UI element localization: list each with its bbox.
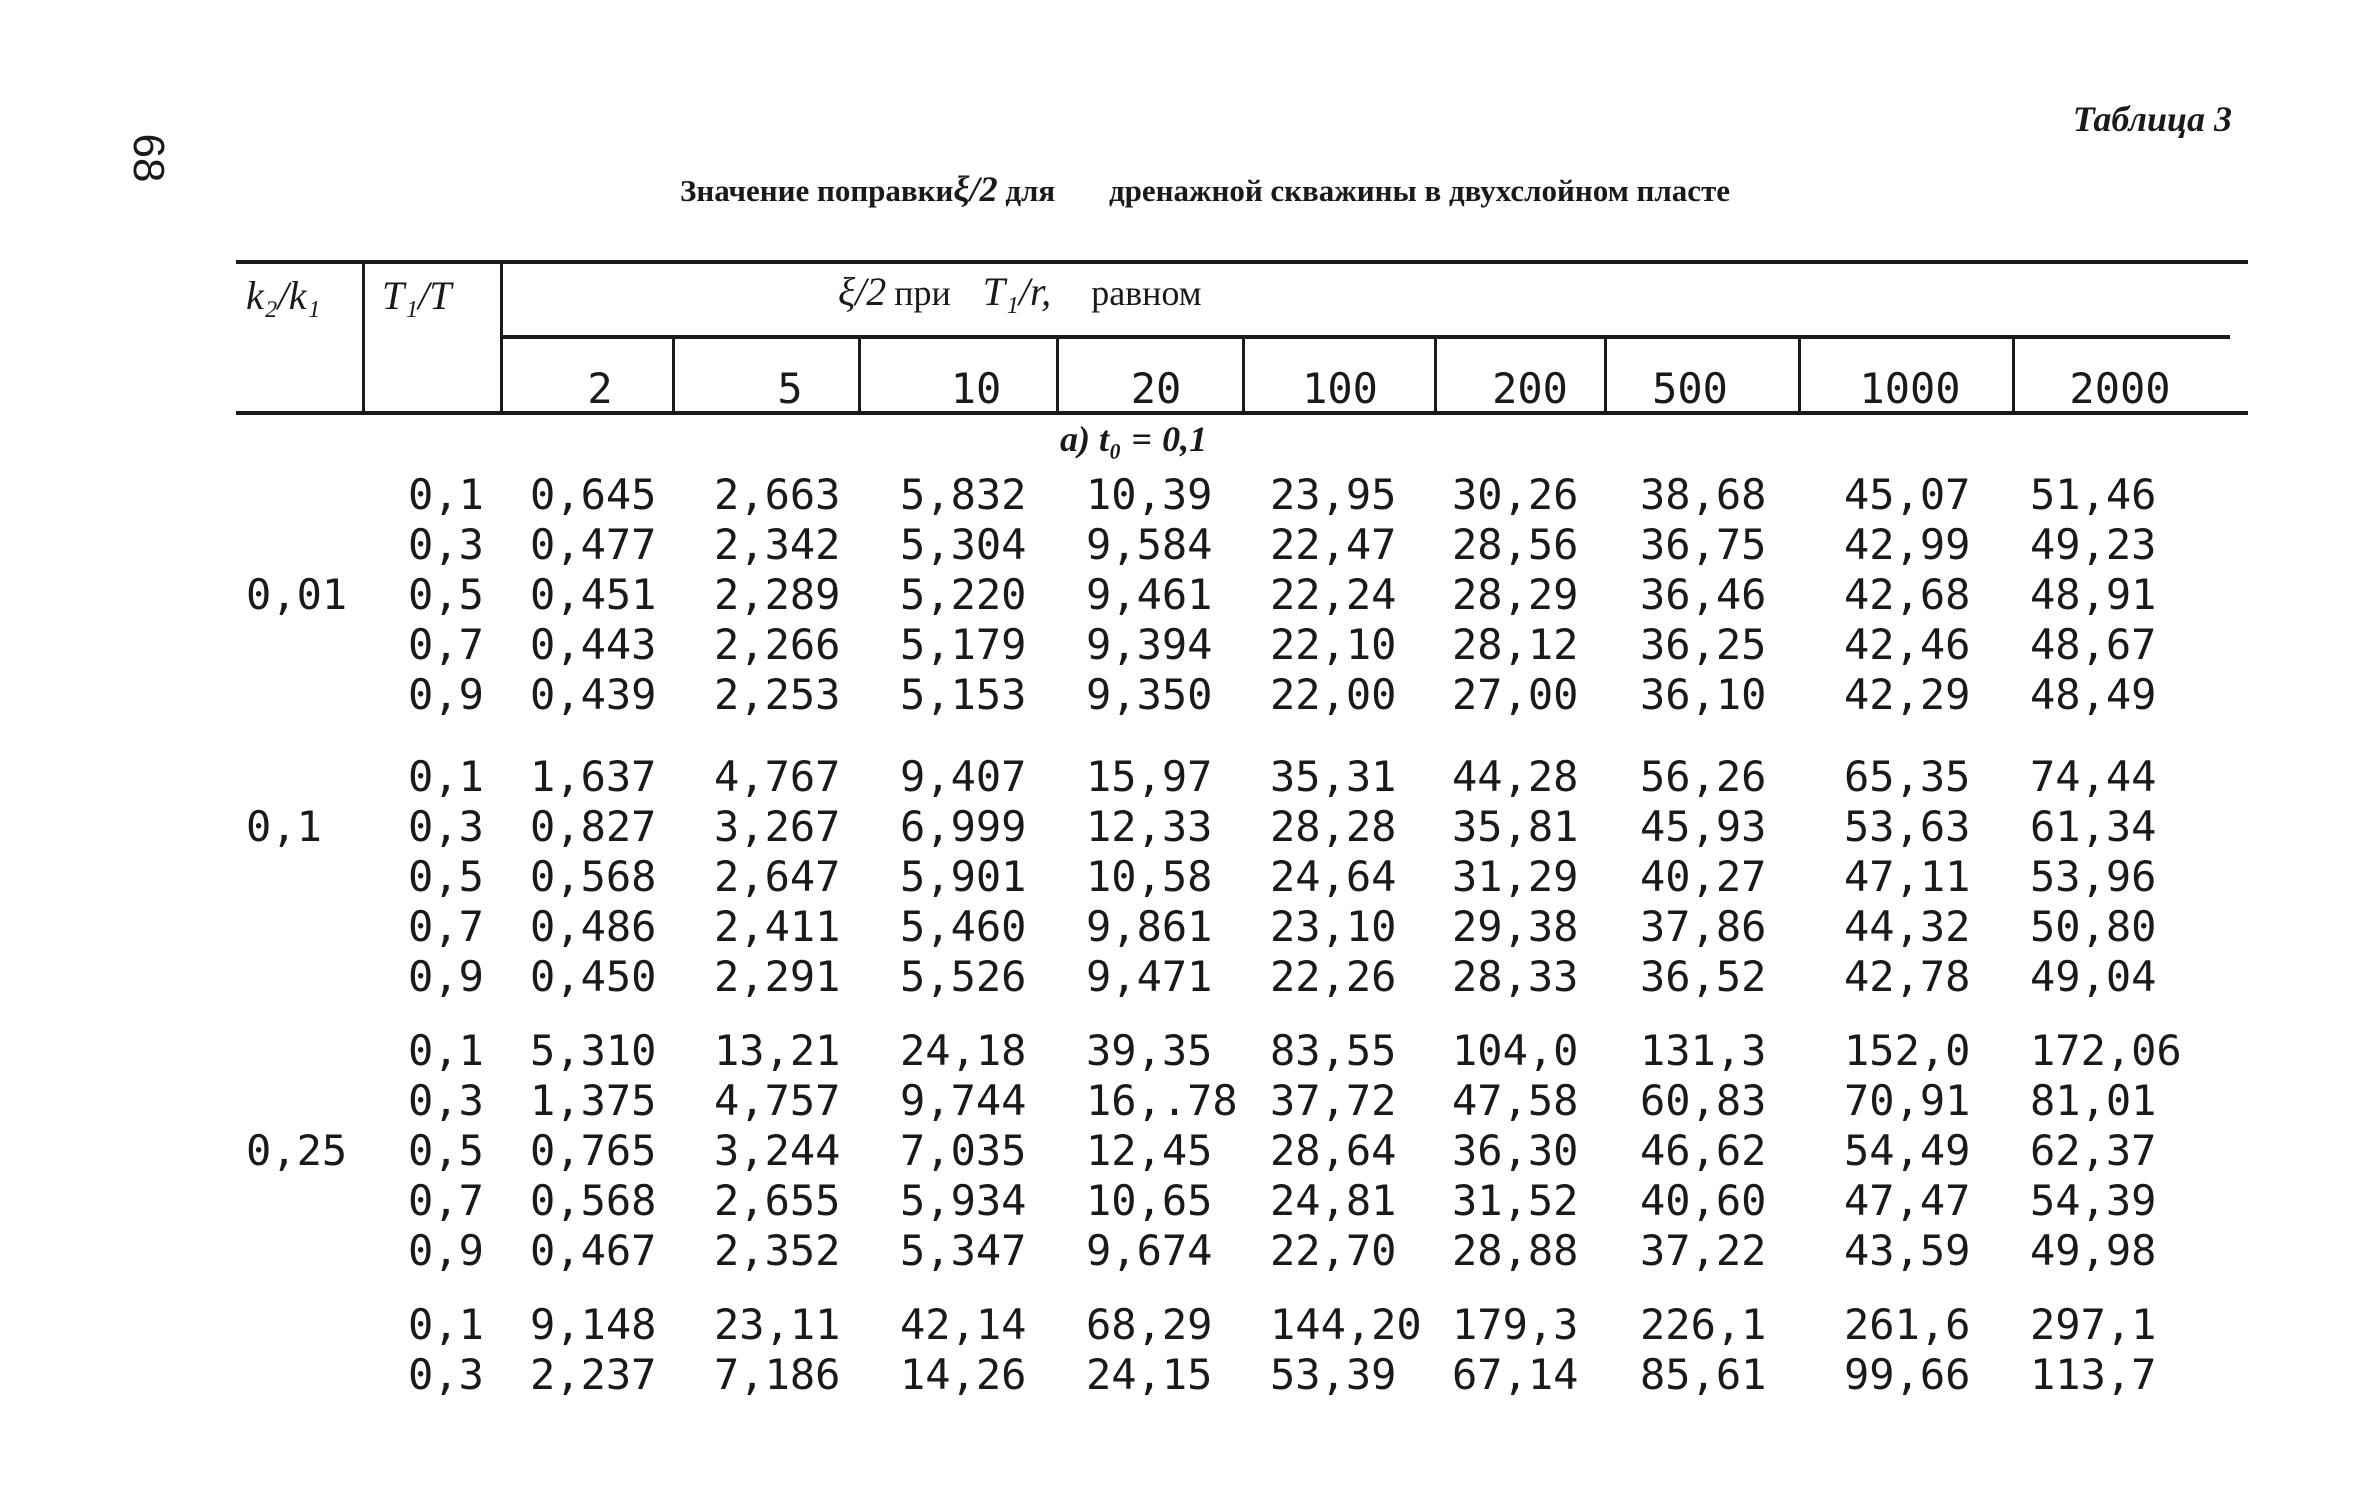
value-cell: 99,66 [1844, 1350, 1971, 1399]
value-cell: 31,52 [1452, 1176, 1579, 1225]
value-cell: 28,12 [1452, 620, 1579, 669]
column-header: 500 [1652, 364, 1728, 413]
value-cell: 2,289 [714, 570, 841, 619]
table-row [0, 520, 2362, 570]
value-cell: 9,148 [530, 1300, 657, 1349]
value-cell: 226,1 [1640, 1300, 1767, 1349]
value-cell: 5,934 [900, 1176, 1027, 1225]
value-cell: 29,38 [1452, 902, 1579, 951]
value-cell: 144,20 [1270, 1300, 1422, 1349]
value-cell: 28,56 [1452, 520, 1579, 569]
caption-middle: для [1005, 173, 1056, 208]
caption-prefix: Значение поправки [680, 173, 954, 208]
value-cell: 49,98 [2030, 1226, 2157, 1275]
value-cell: 70,91 [1844, 1076, 1971, 1125]
value-cell: 48,67 [2030, 620, 2157, 669]
value-cell: 42,78 [1844, 952, 1971, 1001]
value-cell: 10,65 [1086, 1176, 1213, 1225]
value-cell: 83,55 [1270, 1026, 1397, 1075]
value-cell: 74,44 [2030, 752, 2157, 801]
col-divider [1798, 337, 1801, 413]
k-ratio-label: 0,01 [246, 570, 348, 619]
value-cell: 30,26 [1452, 470, 1579, 519]
t-ratio-cell: 0,9 [408, 1226, 484, 1275]
value-cell: 9,471 [1086, 952, 1213, 1001]
value-cell: 0,443 [530, 620, 657, 669]
value-cell: 42,14 [900, 1300, 1027, 1349]
value-cell: 0,477 [530, 520, 657, 569]
col-divider [500, 260, 503, 413]
header-main-symbol: ξ/2 [838, 269, 887, 314]
value-cell: 28,64 [1270, 1126, 1397, 1175]
value-cell: 40,60 [1640, 1176, 1767, 1225]
value-cell: 0,827 [530, 802, 657, 851]
header-main-rest: равном [1091, 273, 1202, 313]
value-cell: 50,80 [2030, 902, 2157, 951]
value-cell: 28,33 [1452, 952, 1579, 1001]
value-cell: 5,901 [900, 852, 1027, 901]
value-cell: 2,655 [714, 1176, 841, 1225]
caption-suffix: дренажной скважины в двухслойном пласте [1108, 173, 1731, 208]
table-label: Таблица 3 [2072, 99, 2232, 139]
value-cell: 37,22 [1640, 1226, 1767, 1275]
value-cell: 10,39 [1086, 470, 1213, 519]
col-divider [858, 337, 861, 413]
table-row [0, 1076, 2362, 1126]
value-cell: 24,18 [900, 1026, 1027, 1075]
value-cell: 28,28 [1270, 802, 1397, 851]
value-cell: 43,59 [1844, 1226, 1971, 1275]
value-cell: 7,035 [900, 1126, 1027, 1175]
table-row [0, 1026, 2362, 1076]
value-cell: 54,39 [2030, 1176, 2157, 1225]
value-cell: 46,62 [1640, 1126, 1767, 1175]
value-cell: 81,01 [2030, 1076, 2157, 1125]
col-divider [2012, 337, 2015, 413]
value-cell: 9,744 [900, 1076, 1027, 1125]
value-cell: 4,767 [714, 752, 841, 801]
value-cell: 0,765 [530, 1126, 657, 1175]
value-cell: 9,350 [1086, 670, 1213, 719]
table-row [0, 620, 2362, 670]
header-main-pri: при [894, 273, 951, 313]
value-cell: 297,1 [2030, 1300, 2157, 1349]
value-cell: 60,83 [1640, 1076, 1767, 1125]
value-cell: 48,49 [2030, 670, 2157, 719]
table-row [0, 752, 2362, 802]
value-cell: 42,29 [1844, 670, 1971, 719]
value-cell: 0,467 [530, 1226, 657, 1275]
value-cell: 45,07 [1844, 470, 1971, 519]
value-cell: 5,304 [900, 520, 1027, 569]
table-caption [680, 168, 1730, 210]
t-ratio-cell: 0,9 [408, 952, 484, 1001]
section-label [1060, 418, 1207, 460]
top-rule [236, 260, 2248, 264]
value-cell: 23,11 [714, 1300, 841, 1349]
value-cell: 3,244 [714, 1126, 841, 1175]
value-cell: 113,7 [2030, 1350, 2157, 1399]
value-cell: 42,46 [1844, 620, 1971, 669]
value-cell: 152,0 [1844, 1026, 1971, 1075]
table-row [0, 1126, 2362, 1176]
value-cell: 85,61 [1640, 1350, 1767, 1399]
value-cell: 49,23 [2030, 520, 2157, 569]
table-row [0, 902, 2362, 952]
value-cell: 0,451 [530, 570, 657, 619]
value-cell: 0,568 [530, 852, 657, 901]
value-cell: 39,35 [1086, 1026, 1213, 1075]
value-cell: 2,647 [714, 852, 841, 901]
section-value: 0,1 [1162, 419, 1208, 459]
subheader-rule [500, 335, 2230, 339]
value-cell: 22,00 [1270, 670, 1397, 719]
t-ratio-cell: 0,3 [408, 802, 484, 851]
value-cell: 5,179 [900, 620, 1027, 669]
value-cell: 1,637 [530, 752, 657, 801]
value-cell: 9,407 [900, 752, 1027, 801]
table-row [0, 670, 2362, 720]
k-ratio-label: 0,1 [246, 802, 322, 851]
value-cell: 172,06 [2030, 1026, 2182, 1075]
value-cell: 12,33 [1086, 802, 1213, 851]
column-header: 10 [950, 364, 1002, 413]
value-cell: 47,58 [1452, 1076, 1579, 1125]
value-cell: 179,3 [1452, 1300, 1579, 1349]
table-row [0, 802, 2362, 852]
value-cell: 37,72 [1270, 1076, 1397, 1125]
value-cell: 47,47 [1844, 1176, 1971, 1225]
value-cell: 0,486 [530, 902, 657, 951]
value-cell: 42,99 [1844, 520, 1971, 569]
column-header: 1000 [1859, 364, 1961, 413]
value-cell: 23,10 [1270, 902, 1397, 951]
value-cell: 14,26 [900, 1350, 1027, 1399]
col-divider [1604, 337, 1607, 413]
section-param: t₀ [1099, 419, 1122, 459]
value-cell: 0,568 [530, 1176, 657, 1225]
value-cell: 42,68 [1844, 570, 1971, 619]
t-ratio-cell: 0,7 [408, 902, 484, 951]
value-cell: 35,31 [1270, 752, 1397, 801]
table-row [0, 1350, 2362, 1400]
value-cell: 5,153 [900, 670, 1027, 719]
column-header: 20 [1130, 364, 1182, 413]
value-cell: 261,6 [1844, 1300, 1971, 1349]
t-ratio-cell: 0,3 [408, 1350, 484, 1399]
col-divider [1242, 337, 1245, 413]
value-cell: 48,91 [2030, 570, 2157, 619]
value-cell: 0,645 [530, 470, 657, 519]
table-row [0, 1300, 2362, 1350]
header-main-ratio: T₁/r, [982, 269, 1052, 314]
value-cell: 54,49 [1844, 1126, 1971, 1175]
value-cell: 131,3 [1640, 1026, 1767, 1075]
value-cell: 53,63 [1844, 802, 1971, 851]
value-cell: 15,97 [1086, 752, 1213, 801]
value-cell: 5,832 [900, 470, 1027, 519]
col-divider [1434, 337, 1437, 413]
value-cell: 9,461 [1086, 570, 1213, 619]
value-cell: 3,267 [714, 802, 841, 851]
t-ratio-cell: 0,7 [408, 620, 484, 669]
t-ratio-cell: 0,3 [408, 1076, 484, 1125]
value-cell: 67,14 [1452, 1350, 1579, 1399]
t-ratio-cell: 0,1 [408, 470, 484, 519]
value-cell: 37,86 [1640, 902, 1767, 951]
value-cell: 5,347 [900, 1226, 1027, 1275]
value-cell: 2,253 [714, 670, 841, 719]
col-divider [672, 337, 675, 413]
value-cell: 9,861 [1086, 902, 1213, 951]
table-row [0, 1226, 2362, 1276]
value-cell: 2,352 [714, 1226, 841, 1275]
t-ratio-cell: 0,3 [408, 520, 484, 569]
header-k-ratio: k₂/k₁ [246, 273, 321, 318]
value-cell: 6,999 [900, 802, 1027, 851]
table-row [0, 470, 2362, 520]
value-cell: 5,220 [900, 570, 1027, 619]
value-cell: 38,68 [1640, 470, 1767, 519]
value-cell: 36,30 [1452, 1126, 1579, 1175]
value-cell: 35,81 [1452, 802, 1579, 851]
t-ratio-cell: 0,7 [408, 1176, 484, 1225]
value-cell: 22,70 [1270, 1226, 1397, 1275]
t-ratio-cell: 0,1 [408, 752, 484, 801]
value-cell: 53,39 [1270, 1350, 1397, 1399]
value-cell: 56,26 [1640, 752, 1767, 801]
table-row [0, 852, 2362, 902]
t-ratio-cell: 0,1 [408, 1026, 484, 1075]
value-cell: 5,460 [900, 902, 1027, 951]
value-cell: 49,04 [2030, 952, 2157, 1001]
value-cell: 5,310 [530, 1026, 657, 1075]
value-cell: 36,46 [1640, 570, 1767, 619]
value-cell: 13,21 [714, 1026, 841, 1075]
value-cell: 9,394 [1086, 620, 1213, 669]
t-ratio-cell: 0,5 [408, 852, 484, 901]
value-cell: 2,411 [714, 902, 841, 951]
value-cell: 7,186 [714, 1350, 841, 1399]
col-divider [1056, 337, 1059, 413]
value-cell: 36,52 [1640, 952, 1767, 1001]
value-cell: 2,663 [714, 470, 841, 519]
value-cell: 22,24 [1270, 570, 1397, 619]
header-t-ratio: T₁/T [382, 273, 452, 318]
value-cell: 16,.78 [1086, 1076, 1238, 1125]
value-cell: 9,674 [1086, 1226, 1213, 1275]
column-header: 200 [1492, 364, 1568, 413]
value-cell: 44,28 [1452, 752, 1579, 801]
value-cell: 36,10 [1640, 670, 1767, 719]
value-cell: 10,58 [1086, 852, 1213, 901]
value-cell: 2,342 [714, 520, 841, 569]
section-letter: а) [1060, 419, 1090, 459]
value-cell: 36,75 [1640, 520, 1767, 569]
value-cell: 9,584 [1086, 520, 1213, 569]
t-ratio-cell: 0,9 [408, 670, 484, 719]
value-cell: 31,29 [1452, 852, 1579, 901]
col-divider [362, 260, 365, 413]
column-header: 5 [777, 364, 803, 413]
column-header: 2 [587, 364, 613, 413]
value-cell: 44,32 [1844, 902, 1971, 951]
value-cell: 2,266 [714, 620, 841, 669]
value-cell: 47,11 [1844, 852, 1971, 901]
value-cell: 24,64 [1270, 852, 1397, 901]
value-cell: 28,29 [1452, 570, 1579, 619]
t-ratio-cell: 0,5 [408, 1126, 484, 1175]
value-cell: 22,10 [1270, 620, 1397, 669]
value-cell: 45,93 [1640, 802, 1767, 851]
value-cell: 0,439 [530, 670, 657, 719]
value-cell: 68,29 [1086, 1300, 1213, 1349]
value-cell: 5,526 [900, 952, 1027, 1001]
section-eq: = [1131, 419, 1153, 459]
value-cell: 12,45 [1086, 1126, 1213, 1175]
column-header: 2000 [2069, 364, 2171, 413]
value-cell: 61,34 [2030, 802, 2157, 851]
t-ratio-cell: 0,5 [408, 570, 484, 619]
value-cell: 51,46 [2030, 470, 2157, 519]
caption-symbol: ξ/2 [953, 169, 998, 209]
value-cell: 28,88 [1452, 1226, 1579, 1275]
value-cell: 1,375 [530, 1076, 657, 1125]
value-cell: 24,15 [1086, 1350, 1213, 1399]
value-cell: 22,47 [1270, 520, 1397, 569]
value-cell: 62,37 [2030, 1126, 2157, 1175]
value-cell: 22,26 [1270, 952, 1397, 1001]
value-cell: 2,237 [530, 1350, 657, 1399]
value-cell: 27,00 [1452, 670, 1579, 719]
value-cell: 104,0 [1452, 1026, 1579, 1075]
table-row [0, 570, 2362, 620]
value-cell: 65,35 [1844, 752, 1971, 801]
t-ratio-cell: 0,1 [408, 1300, 484, 1349]
value-cell: 36,25 [1640, 620, 1767, 669]
value-cell: 2,291 [714, 952, 841, 1001]
value-cell: 24,81 [1270, 1176, 1397, 1225]
column-header: 100 [1302, 364, 1378, 413]
value-cell: 23,95 [1270, 470, 1397, 519]
value-cell: 0,450 [530, 952, 657, 1001]
page-number: 68 [124, 133, 173, 183]
value-cell: 4,757 [714, 1076, 841, 1125]
table-row [0, 952, 2362, 1002]
header-main [838, 268, 1202, 315]
k-ratio-label: 0,25 [246, 1126, 348, 1175]
value-cell: 53,96 [2030, 852, 2157, 901]
table-row [0, 1176, 2362, 1226]
value-cell: 40,27 [1640, 852, 1767, 901]
